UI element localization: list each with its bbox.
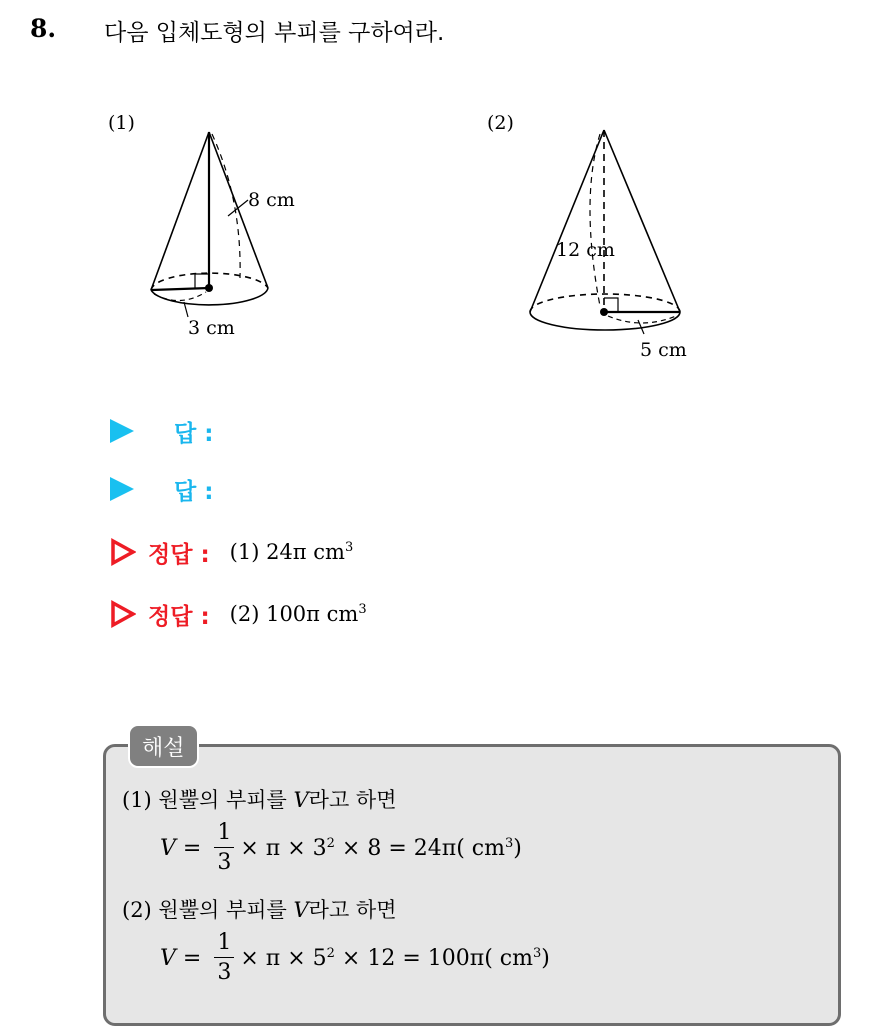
explanation-line-1: (1) 원뿔의 부피를 V라고 하면 [122, 788, 397, 812]
cone1-radius-dash [154, 292, 206, 301]
cone2-left-side [530, 130, 604, 312]
correct-answer-2-value: (2) 100π $cm^3$ [229, 602, 367, 626]
formula-1: V = $\frac{1}{3}$ × π × 3 $^2$ × 8 = 24π( cm $^3$ ) [160, 820, 522, 875]
cone1-slant-leader [228, 200, 248, 216]
figure-1-label: (1) [108, 112, 135, 134]
cone1-left-side [151, 132, 209, 290]
cone1-slant-dash [212, 134, 240, 278]
cone1-center-point [205, 284, 213, 292]
outline-triangle-icon [110, 600, 136, 628]
cone2-center-point [600, 308, 608, 316]
cone2-right-side [604, 130, 680, 312]
correct-answer-2 [110, 597, 367, 631]
question-text: 다음 입체도형의 부피를 구하여라. [104, 20, 445, 46]
correct-answer-label: 정답 : [148, 603, 210, 630]
explanation-tag: 해설 [128, 724, 199, 768]
play-triangle-icon [110, 477, 134, 501]
outline-triangle-icon [110, 538, 136, 566]
question-number: 8. [30, 14, 57, 43]
fraction-one-third: $\frac{1}{3}$ [214, 932, 234, 984]
answer-blank-1 [110, 414, 213, 448]
cone1-slant-label: 8 cm [248, 189, 295, 211]
answer-label: 답 : [174, 478, 214, 505]
fraction-one-third: $\frac{1}{3}$ [214, 822, 234, 874]
cone-figure-2 [520, 120, 700, 370]
formula-2: V = $\frac{1}{3}$ × π × 5 $^2$ × 12 = 100π( cm $^3$ ) [160, 930, 550, 985]
answer-blank-2 [110, 472, 213, 506]
correct-answer-1 [110, 535, 353, 569]
correct-answer-label: 정답 : [148, 541, 210, 568]
cone1-radius [152, 288, 209, 290]
cone2-radius-label: 5 cm [640, 339, 687, 361]
correct-answer-1-value: (1) 24π $cm^3$ [229, 540, 354, 564]
cone1-radius-label: 3 cm [188, 317, 235, 339]
cone-figure-1 [140, 120, 310, 350]
figure-2-label: (2) [487, 112, 514, 134]
explanation-line-2: (2) 원뿔의 부피를 V라고 하면 [122, 898, 397, 922]
play-triangle-icon [110, 419, 134, 443]
cone2-height-label: 12 cm [556, 239, 615, 261]
answer-label: 답 : [174, 420, 214, 447]
